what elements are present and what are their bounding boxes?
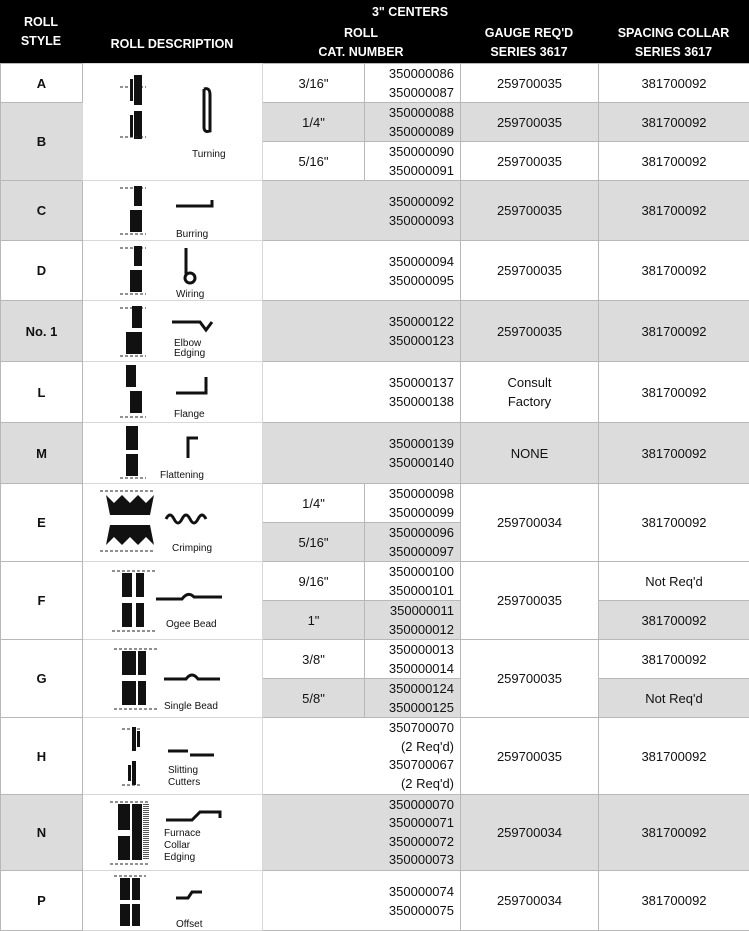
cat-number-line: 350000138 — [263, 392, 454, 411]
gauge: 259700035 — [461, 301, 599, 362]
flange-label: Flange — [174, 409, 205, 420]
roll-style: B — [1, 103, 83, 181]
cat-number-line: 350000089 — [365, 122, 454, 141]
slitting-cutters-diagram-icon — [84, 719, 262, 794]
cat-number — [263, 423, 461, 484]
cat-number-line: 350000092 — [263, 192, 454, 211]
header-roll-cat-line1: ROLL — [262, 24, 460, 43]
cat-number — [365, 64, 461, 103]
gauge: 259700035 — [461, 181, 599, 241]
cat-number — [365, 142, 461, 181]
cat-number-line: 350700070 — [263, 719, 454, 738]
cat-number — [263, 181, 461, 241]
header-roll-description: ROLL DESCRIPTION — [82, 35, 262, 54]
cat-number-line: 350700067 — [263, 756, 454, 775]
gauge: NONE — [461, 423, 599, 484]
roll-style: L — [1, 362, 83, 423]
cat-number-line: 350000075 — [263, 901, 454, 920]
roll-style: G — [1, 640, 83, 718]
roll-style: F — [1, 562, 83, 640]
cat-number — [365, 103, 461, 142]
gauge: 259700034 — [461, 484, 599, 562]
roll-description-elbow-edging — [83, 301, 263, 362]
cat-number-line: 350000090 — [365, 142, 454, 161]
ogee-bead-diagram-icon — [84, 563, 262, 639]
roll-style: A — [1, 64, 83, 103]
cat-number — [263, 301, 461, 362]
gauge: 259700035 — [461, 718, 599, 795]
roll-table — [0, 63, 749, 931]
flange-diagram-icon — [84, 363, 262, 422]
roll-description-flange — [83, 362, 263, 423]
slitting-label: Slitting — [168, 765, 198, 776]
cat-number — [263, 871, 461, 931]
size: 5/8" — [263, 679, 365, 718]
size: 5/16" — [263, 142, 365, 181]
cat-number — [263, 362, 461, 423]
table-row — [1, 423, 749, 484]
cat-number — [263, 718, 461, 795]
cat-number-line: 350000095 — [263, 271, 454, 290]
cat-number-line: (2 Req'd) — [263, 738, 454, 757]
cat-number-line: 350000072 — [263, 833, 454, 852]
burring-diagram-icon — [84, 182, 262, 240]
roll-description-flattening — [83, 423, 263, 484]
table-row — [1, 362, 749, 423]
table-row — [1, 718, 749, 795]
roll-description-burring — [83, 181, 263, 241]
flattening-diagram-icon — [84, 424, 262, 483]
cat-number-line: 350000123 — [263, 331, 454, 350]
table-row — [1, 640, 749, 679]
cat-number-line: 350000074 — [263, 882, 454, 901]
roll-description-ogee-bead — [83, 562, 263, 640]
gauge-line: Consult — [461, 373, 598, 392]
gauge: 259700035 — [461, 241, 599, 301]
cat-number-line: 350000012 — [365, 620, 454, 639]
roll-description-crimping — [83, 484, 263, 562]
gauge: 259700035 — [461, 142, 599, 181]
cat-number-line: 350000096 — [365, 523, 454, 542]
roll-style: M — [1, 423, 83, 484]
crimping-diagram-icon — [84, 485, 262, 561]
cat-number — [365, 484, 461, 523]
roll-style: H — [1, 718, 83, 795]
cat-number-line: 350000140 — [263, 453, 454, 472]
cat-number-line: 350000139 — [263, 434, 454, 453]
size: 1" — [263, 601, 365, 640]
elbow-label: Elbow — [174, 338, 202, 349]
gauge: 259700034 — [461, 871, 599, 931]
cat-number-line: 350000101 — [365, 581, 454, 600]
turning-label: Turning — [192, 149, 226, 160]
cat-number-line: 350000099 — [365, 503, 454, 522]
cat-number — [365, 562, 461, 601]
roll-style: P — [1, 871, 83, 931]
size: 3/8" — [263, 640, 365, 679]
header-collar-line2: SERIES 3617 — [598, 43, 749, 62]
table-header — [0, 0, 749, 63]
turning-diagram-icon — [84, 65, 262, 179]
furnace-collar-edging-diagram-icon — [84, 796, 262, 870]
burring-label: Burring — [176, 229, 208, 240]
elbow-edging-diagram-icon — [84, 302, 262, 361]
cat-number-line: 350000098 — [365, 484, 454, 503]
crimping-label: Crimping — [172, 543, 212, 554]
single-bead-label: Single Bead — [164, 701, 218, 712]
collar: 381700092 — [599, 484, 749, 562]
cat-number-line: 350000137 — [263, 373, 454, 392]
cat-number-line: 350000125 — [365, 698, 454, 717]
collar: 381700092 — [599, 871, 749, 931]
cat-number-line: 350000073 — [263, 851, 454, 870]
collar: 381700092 — [599, 795, 749, 871]
collar: 381700092 — [599, 181, 749, 241]
offset-diagram-icon — [84, 872, 262, 930]
offset-label: Offset — [176, 919, 203, 930]
cat-number-line: 350000013 — [365, 640, 454, 659]
cat-number-line: (2 Req'd) — [263, 775, 454, 794]
wiring-label: Wiring — [176, 289, 204, 300]
gauge — [461, 362, 599, 423]
cat-number — [365, 523, 461, 562]
cat-number — [263, 241, 461, 301]
roll-style: C — [1, 181, 83, 241]
roll-style: N — [1, 795, 83, 871]
table-row — [1, 871, 749, 931]
cat-number-line: 350000097 — [365, 542, 454, 561]
cat-number — [365, 601, 461, 640]
table-row — [1, 181, 749, 241]
edging-label: Edging — [174, 348, 205, 359]
table-row — [1, 562, 749, 601]
flattening-label: Flattening — [160, 470, 204, 481]
cat-number — [365, 640, 461, 679]
table-row — [1, 795, 749, 871]
collar: Not Req'd — [599, 562, 749, 601]
header-gauge-line2: SERIES 3617 — [460, 43, 598, 62]
header-roll-style-line2: STYLE — [0, 32, 82, 51]
roll-description-wiring — [83, 241, 263, 301]
collar: Not Req'd — [599, 679, 749, 718]
header-centers: 3" CENTERS — [300, 3, 520, 22]
collar: 381700092 — [599, 718, 749, 795]
roll-style: E — [1, 484, 83, 562]
cat-number-line: 350000070 — [263, 796, 454, 815]
size: 3/16" — [263, 64, 365, 103]
header-gauge-line1: GAUGE REQ'D — [460, 24, 598, 43]
cat-number-line: 350000124 — [365, 679, 454, 698]
edging-label: Edging — [164, 852, 195, 863]
table-row — [1, 301, 749, 362]
cat-number-line: 350000071 — [263, 814, 454, 833]
size: 9/16" — [263, 562, 365, 601]
size: 1/4" — [263, 103, 365, 142]
roll-style: No. 1 — [1, 301, 83, 362]
cat-number — [263, 795, 461, 871]
header-roll-cat-line2: CAT. NUMBER — [262, 43, 460, 62]
collar: 381700092 — [599, 640, 749, 679]
cat-number-line: 350000087 — [365, 83, 454, 102]
cat-number-line: 350000091 — [365, 161, 454, 180]
table-row — [1, 241, 749, 301]
cat-number — [365, 679, 461, 718]
gauge: 259700035 — [461, 64, 599, 103]
furnace-label: Furnace — [164, 828, 201, 839]
collar: 381700092 — [599, 601, 749, 640]
cutters-label: Cutters — [168, 777, 200, 788]
collar: 381700092 — [599, 103, 749, 142]
gauge: 259700035 — [461, 103, 599, 142]
collar-label: Collar — [164, 840, 191, 851]
size: 1/4" — [263, 484, 365, 523]
header-collar-line1: SPACING COLLAR — [598, 24, 749, 43]
header-roll-style — [0, 13, 82, 51]
cat-number-line: 350000122 — [263, 312, 454, 331]
cat-number-line: 350000094 — [263, 252, 454, 271]
header-gauge — [460, 24, 598, 62]
table-row — [1, 484, 749, 523]
roll-style: D — [1, 241, 83, 301]
roll-description-furnace-collar-edging — [83, 795, 263, 871]
collar: 381700092 — [599, 241, 749, 301]
size: 5/16" — [263, 523, 365, 562]
gauge: 259700035 — [461, 640, 599, 718]
collar: 381700092 — [599, 142, 749, 181]
roll-description-turning — [83, 64, 263, 181]
single-bead-diagram-icon — [84, 641, 262, 717]
roll-description-offset — [83, 871, 263, 931]
cat-number-line: 350000014 — [365, 659, 454, 678]
collar: 381700092 — [599, 362, 749, 423]
gauge-line: Factory — [461, 392, 598, 411]
table-row — [1, 64, 749, 103]
roll-description-single-bead — [83, 640, 263, 718]
collar: 381700092 — [599, 64, 749, 103]
cat-number-line: 350000011 — [365, 601, 454, 620]
gauge: 259700035 — [461, 562, 599, 640]
header-collar — [598, 24, 749, 62]
collar: 381700092 — [599, 301, 749, 362]
gauge: 259700034 — [461, 795, 599, 871]
collar: 381700092 — [599, 423, 749, 484]
header-roll-style-line1: ROLL — [0, 13, 82, 32]
ogee-bead-label: Ogee Bead — [166, 619, 217, 630]
header-roll-cat — [262, 24, 460, 62]
wiring-diagram-icon — [84, 242, 262, 300]
cat-number-line: 350000093 — [263, 211, 454, 230]
cat-number-line: 350000088 — [365, 103, 454, 122]
roll-description-slitting-cutters — [83, 718, 263, 795]
cat-number-line: 350000086 — [365, 64, 454, 83]
cat-number-line: 350000100 — [365, 562, 454, 581]
